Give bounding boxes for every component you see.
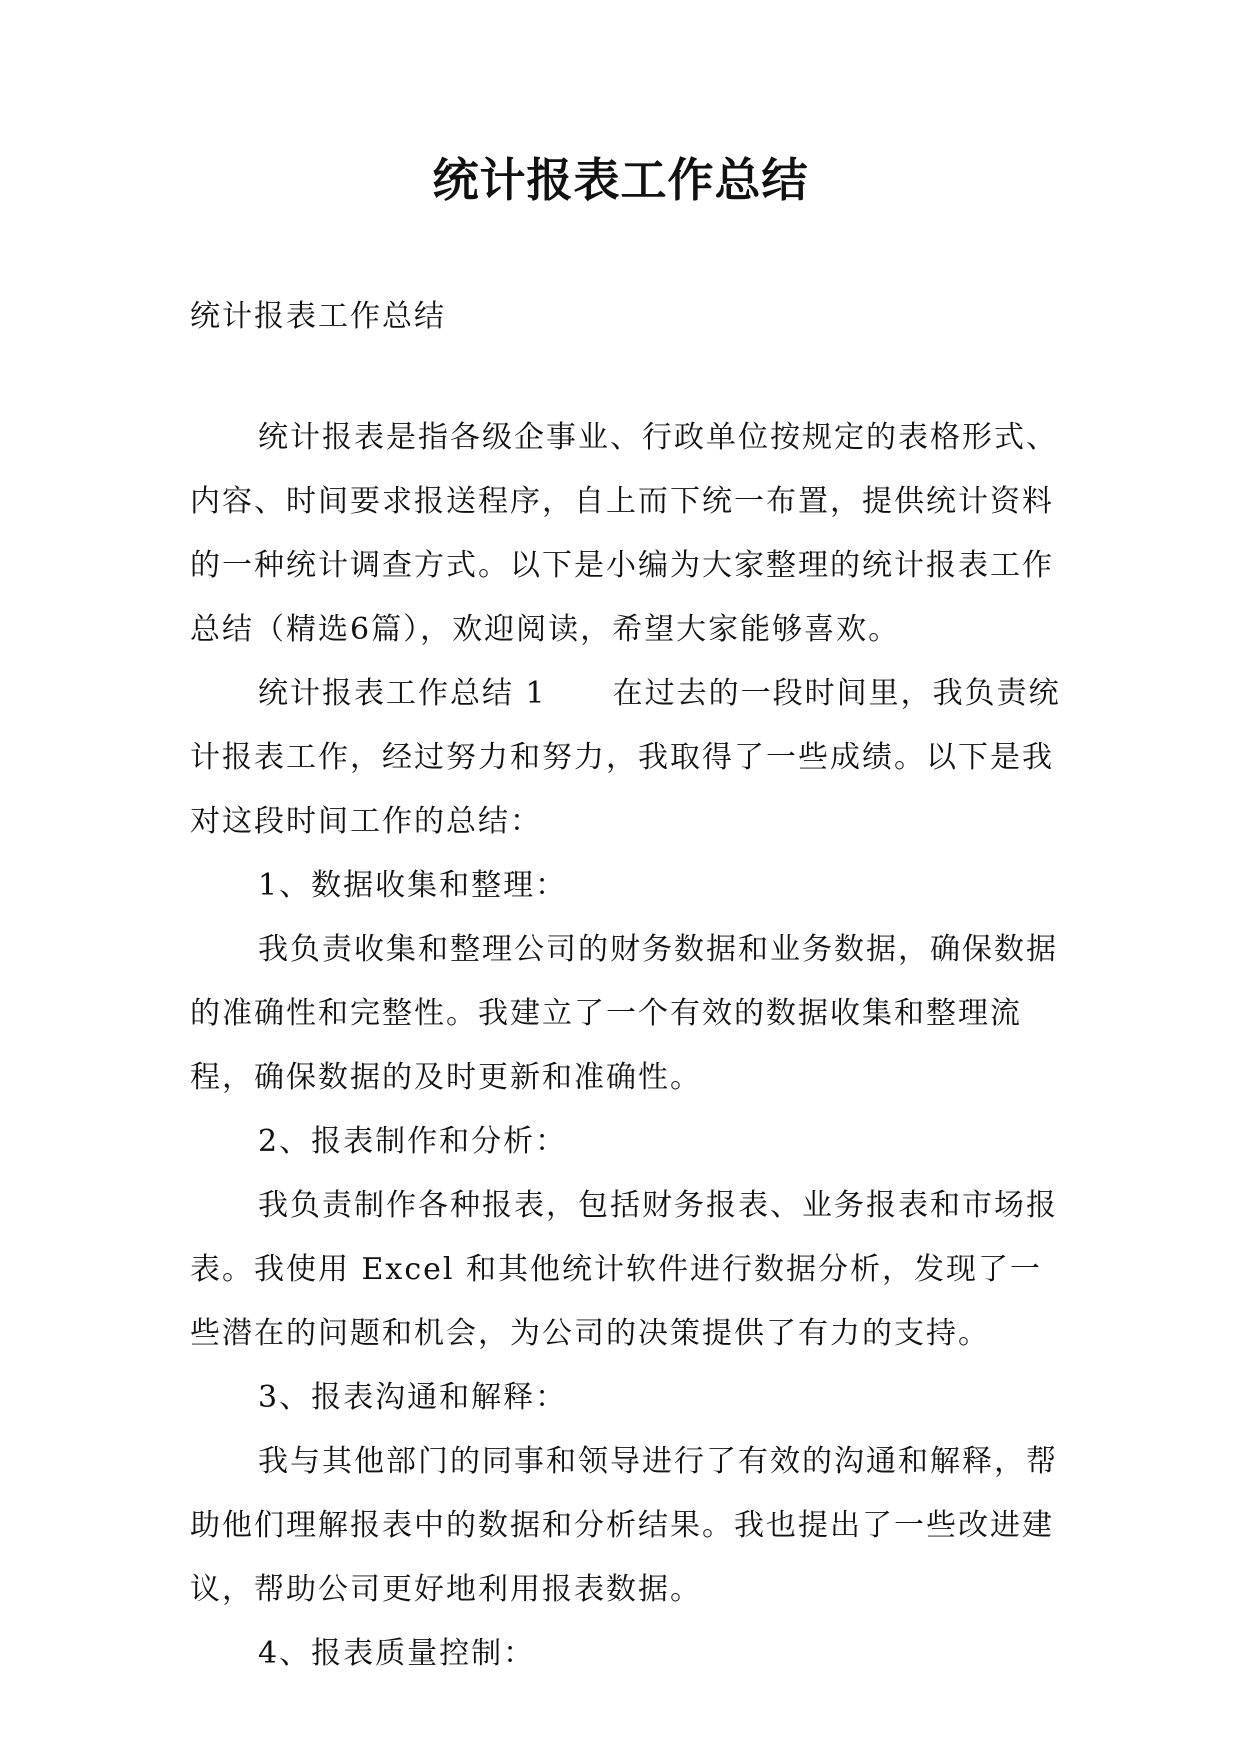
- section-1-heading: 统计报表工作总结 1: [258, 676, 547, 711]
- item-4-heading: 4、报表质量控制：: [258, 1636, 536, 1671]
- document-subtitle: 统计报表工作总结: [190, 299, 446, 334]
- document-title: 统计报表工作总结: [432, 153, 809, 207]
- item-1-heading: 1、数据收集和整理：: [258, 868, 568, 903]
- intro-paragraph: 统计报表是指各级企事业、行政单位按规定的表格形式、内容、时间要求报送程序，自上而下统一布置，提供统计资料的一种统计调查方式。以下是小编为大家整理的统计报表工作总结（精选6篇），欢迎阅读，希望大家能够喜欢。: [190, 420, 1058, 647]
- document-body: [190, 285, 1070, 1686]
- section-1-paragraph: [190, 662, 1070, 854]
- item-3-heading: 3、报表沟通和解释：: [258, 1380, 568, 1415]
- item-2-body: 我负责制作各种报表，包括财务报表、业务报表和市场报表。我使用 Excel 和其他统计软件进行数据分析，发现了一些潜在的问题和机会，为公司的决策提供了有力的支持。: [190, 1188, 1058, 1351]
- section-1-intro: 在过去的一段时间里，我负责统计报表工作，经过努力和努力，我取得了一些成绩。以下是我对这段时间工作的总结：: [190, 676, 1061, 839]
- item-1-body: 我负责收集和整理公司的财务数据和业务数据，确保数据的准确性和完整性。我建立了一个有效的数据收集和整理流程，确保数据的及时更新和准确性。: [190, 932, 1058, 1095]
- item-3-body: 我与其他部门的同事和领导进行了有效的沟通和解释，帮助他们理解报表中的数据和分析结果。我也提出了一些改进建议，帮助公司更好地利用报表数据。: [190, 1444, 1058, 1607]
- item-2-heading: 2、报表制作和分析：: [258, 1124, 568, 1159]
